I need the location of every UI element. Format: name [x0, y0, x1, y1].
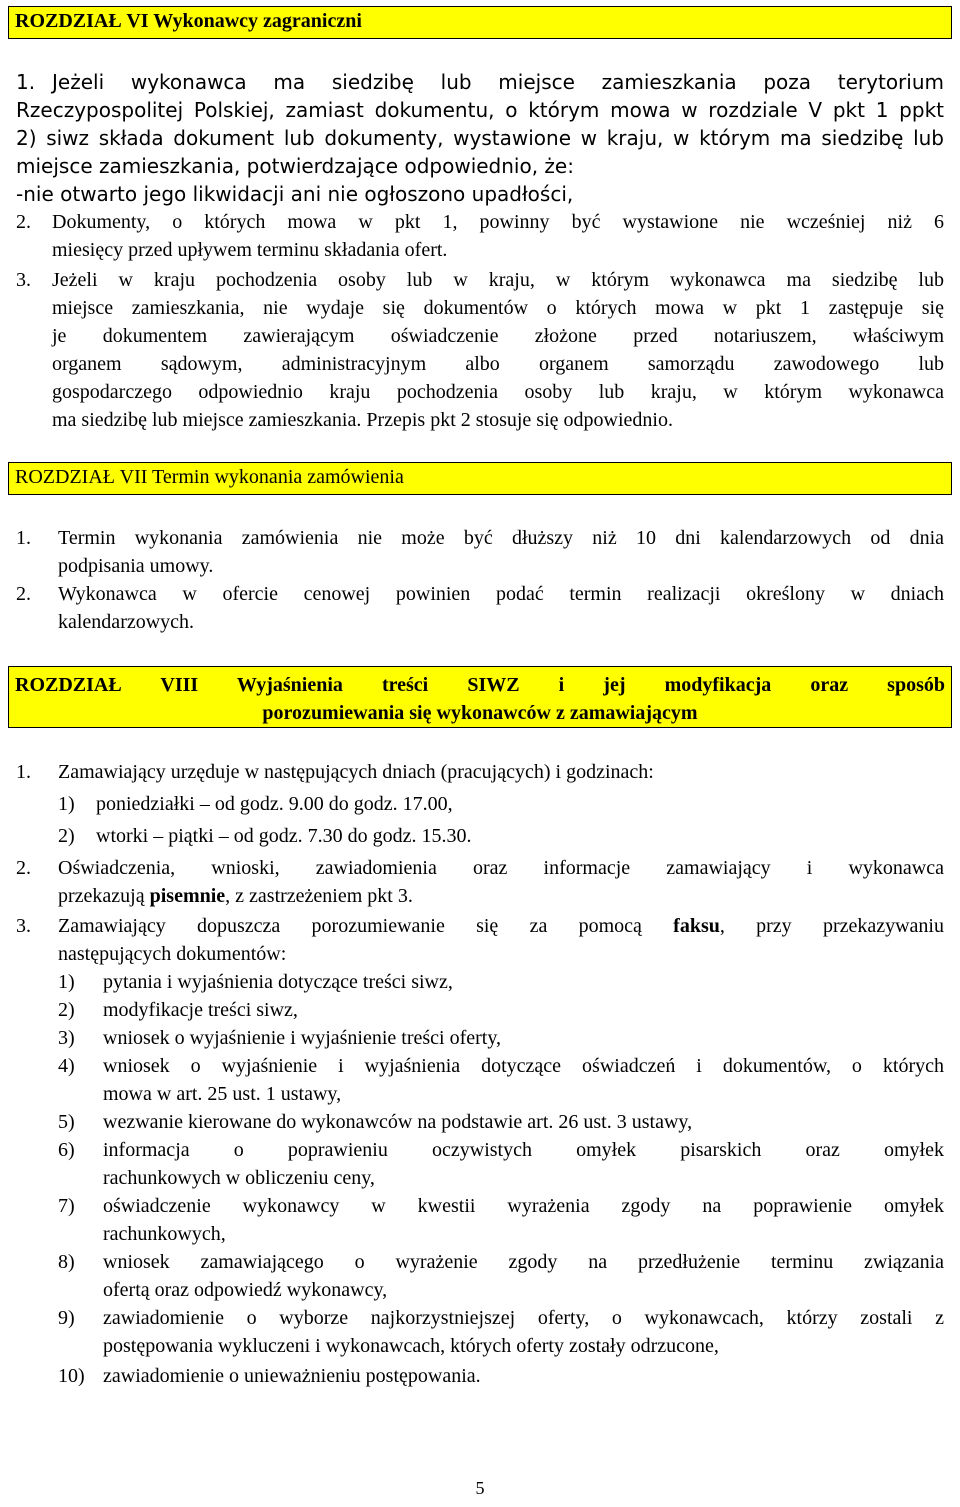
chapter-8-heading-line-b: porozumiewania się wykonawców z zamawiającym	[262, 702, 698, 724]
ch8-point-2-line-b	[58, 882, 944, 910]
ch8-point-2-number: 2.	[16, 857, 31, 879]
list-item-number: 5)	[58, 1111, 75, 1133]
ch6-point-2-number: 2.	[16, 211, 31, 233]
chapter-6-heading: ROZDZIAŁ VI Wykonawcy zagraniczni	[8, 6, 952, 39]
list-item-text: wezwanie kierowane do wykonawców na podstawie art. 26 ust. 3 ustawy,	[103, 1111, 693, 1133]
list-item-number: 1)	[58, 971, 75, 993]
list-item-number: 8)	[58, 1251, 75, 1273]
list-item-text: modyfikacje treści siwz,	[103, 999, 298, 1021]
ch6-point-2-line-b: miesięcy przed upływem terminu składania ofert.	[52, 239, 448, 261]
list-item-number: 10)	[58, 1365, 85, 1387]
chapter-7-heading: ROZDZIAŁ VII Termin wykonania zamówienia	[8, 462, 952, 495]
list-item-text-continued: postępowania wykluczeni i wykonawcach, których oferty zostały odrzucone,	[103, 1335, 719, 1357]
list-item-number: 7)	[58, 1195, 75, 1217]
list-item-text: zawiadomienie o unieważnieniu postępowania.	[103, 1365, 481, 1387]
ch6-point-3-number: 3.	[16, 269, 31, 291]
ch6-point-1-line-c: 2) siwz składa dokument lub dokumenty, wystawione w kraju, w którym ma siedzibę lub	[16, 126, 944, 150]
list-item-text-continued: mowa w art. 25 ust. 1 ustawy,	[103, 1083, 342, 1105]
ch7-point-2-number: 2.	[16, 583, 31, 605]
ch6-point-3-line-b: miejsce zamieszkania, nie wydaje się dokumentów o których mowa w pkt 1 zastępuje się	[52, 297, 944, 319]
ch7-point-1-line-a: Termin wykonania zamówienia nie może być dłuższy niż 10 dni kalendarzowych od dnia	[58, 527, 944, 549]
list-item-text: wniosek o wyjaśnienie i wyjaśnienia dotyczące oświadczeń i dokumentów, o których	[103, 1055, 944, 1077]
ch8-point-3-text-start: Zamawiający dopuszcza porozumiewanie się za pomocą	[58, 915, 674, 937]
list-item-text-continued: rachunkowych w obliczeniu ceny,	[103, 1167, 375, 1189]
ch6-point-3-line-f: ma siedzibę lub miejsce zamieszkania. Przepis pkt 2 stosuje się odpowiednio.	[52, 409, 673, 431]
ch8-hours-2-number: 2)	[58, 825, 75, 847]
list-item-text: oświadczenie wykonawcy w kwestii wyrażenia zgody na poprawienie omyłek	[103, 1195, 944, 1217]
list-item-number: 4)	[58, 1055, 75, 1077]
list-item-text: pytania i wyjaśnienia dotyczące treści siwz,	[103, 971, 453, 993]
list-item-number: 6)	[58, 1139, 75, 1161]
ch8-point-2-text-end: , z zastrzeżeniem pkt 3.	[225, 885, 413, 907]
ch6-point-3-line-d: organem sądowym, administracyjnym albo organem samorządu zawodowego lub	[52, 353, 944, 375]
ch8-point-3-line-b: następujących dokumentów:	[58, 943, 287, 965]
ch6-point-3-line-c: je dokumentem zawierającym oświadczenie złożone przed notariuszem, właściwym	[52, 325, 944, 347]
ch6-point-1-line-e: -nie otwarto jego likwidacji ani nie ogłoszono upadłości,	[16, 182, 574, 206]
ch8-hours-2-text: wtorki – piątki – od godz. 7.30 do godz. 15.30.	[96, 825, 472, 847]
ch6-point-1-number: 1.	[16, 70, 36, 94]
ch7-point-2-line-a: Wykonawca w ofercie cenowej powinien podać termin realizacji określony w dniach	[58, 583, 944, 605]
list-item-text-continued: ofertą oraz odpowiedź wykonawcy,	[103, 1279, 388, 1301]
ch6-point-1-line-a: Jeżeli wykonawca ma siedzibę lub miejsce zamieszkania poza terytorium	[52, 70, 944, 94]
ch6-point-3-line-e: gospodarczego odpowiednio kraju pochodzenia osoby lub kraju, w którym wykonawca	[52, 381, 944, 403]
chapter-8-heading-line-a: ROZDZIAŁ VIII Wyjaśnienia treści SIWZ i jej modyfikacja oraz sposób	[15, 674, 945, 696]
page-number: 5	[475, 1478, 485, 1498]
ch8-point-1-number: 1.	[16, 761, 31, 783]
ch8-hours-1-number: 1)	[58, 793, 75, 815]
list-item-text: informacja o poprawieniu oczywistych omyłek pisarskich oraz omyłek	[103, 1139, 944, 1161]
ch8-point-3-line-a	[58, 912, 944, 940]
ch6-point-3-line-a: Jeżeli w kraju pochodzenia osoby lub w kraju, w którym wykonawca ma siedzibę lub	[52, 269, 944, 291]
ch8-point-3-number: 3.	[16, 915, 31, 937]
ch8-point-2-bold-word: pisemnie	[149, 885, 226, 907]
list-item-number: 2)	[58, 999, 75, 1021]
list-item-number: 3)	[58, 1027, 75, 1049]
ch8-point-3-text-end: , przy przekazywaniu	[719, 915, 944, 937]
ch6-point-2-line-a: Dokumenty, o których mowa w pkt 1, powinny być wystawione nie wcześniej niż 6	[52, 211, 944, 233]
ch7-point-1-line-b: podpisania umowy.	[58, 555, 214, 577]
ch6-point-1-line-d: miejsce zamieszkania, potwierdzające odpowiednio, że:	[16, 154, 574, 178]
list-item-text-continued: rachunkowych,	[103, 1223, 226, 1245]
ch6-point-1-line-b: Rzeczypospolitej Polskiej, zamiast dokumentu, o którym mowa w rozdziale V pkt 1 ppkt	[16, 98, 944, 122]
ch8-point-2-line-a: Oświadczenia, wnioski, zawiadomienia oraz informacje zamawiający i wykonawca	[58, 857, 944, 879]
ch7-point-1-number: 1.	[16, 527, 31, 549]
ch8-point-2-text-start: przekazują	[58, 885, 150, 907]
list-item-number: 9)	[58, 1307, 75, 1329]
ch8-point-3-bold-word: faksu	[673, 915, 720, 937]
chapter-8-heading	[8, 666, 952, 728]
list-item-text: zawiadomienie o wyborze najkorzystniejszej oferty, o wykonawcach, którzy zostali z	[103, 1307, 944, 1329]
list-item-text: wniosek zamawiającego o wyrażenie zgody na przedłużenie terminu związania	[103, 1251, 944, 1273]
ch7-point-2-line-b: kalendarzowych.	[58, 611, 195, 633]
ch8-point-1-text: Zamawiający urzęduje w następujących dniach (pracujących) i godzinach:	[58, 761, 654, 783]
ch8-hours-1-text: poniedziałki – od godz. 9.00 do godz. 17.00,	[96, 793, 453, 815]
list-item-text: wniosek o wyjaśnienie i wyjaśnienie treści oferty,	[103, 1027, 502, 1049]
